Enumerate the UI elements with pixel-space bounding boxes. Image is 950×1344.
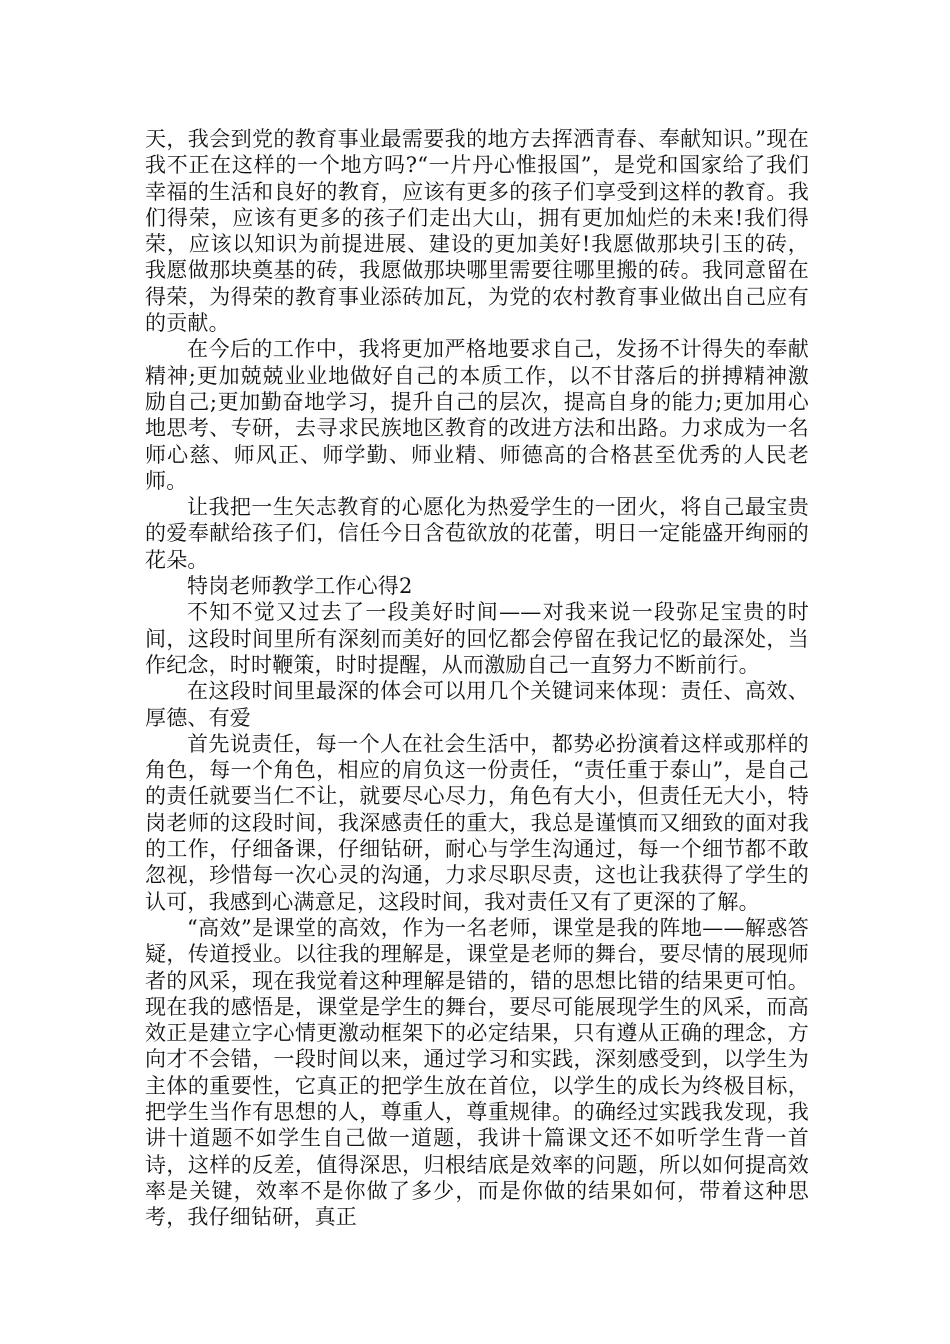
- paragraph-responsibility: 首先说责任，每一个人在社会生活中，都势必扮演着这样或那样的角色，每一个角色，相应的肩负这一份责任，“责任重于泰山”，是自己的责任就要当仁不让，就要尽心尽力，角色有大小，但责任无大小，特岗老师的这段时间，我深感责任的重大，我总是谨慎而又细致的面对我的工作，仔细备课，仔细钻研，耐心与学生沟通过，每一个细节都不敢忽视，珍惜每一次心灵的沟通，力求尽职尽责，这也让我获得了学生的认可，我感到心满意足，这段时间，我对责任又有了更深的了解。: [145, 731, 809, 914]
- paragraph-intro: 不知不觉又过去了一段美好时间——对我来说一段弥足宝贵的时间，这段时间里所有深刻而美好的回忆都会停留在我记忆的最深处，当作纪念，时时鞭策，时时提醒，从而激励自己一直努力不断前行。: [145, 600, 809, 677]
- paragraph-keywords: 在这段时间里最深的体会可以用几个关键词来体现：责任、高效、厚德、有爱: [145, 679, 809, 730]
- section-heading: 特岗老师教学工作心得2: [187, 574, 413, 599]
- document-body: [145, 126, 809, 1230]
- paragraph-continuation: 天，我会到党的教育事业最需要我的地方去挥洒青春、奉献知识。”现在我不正在这样的一个地方吗?“一片丹心惟报国”，是党和国家给了我们幸福的生活和良好的教育，应该有更多的孩子们享受到这样的教育。我们得荣，应该有更多的孩子们走出大山，拥有更加灿烂的未来!我们得荣，应该以知识为前提进展、建设的更加美好!我愿做那块引玉的砖，我愿做那块奠基的砖，我愿做那块哪里需要往哪里搬的砖。我同意留在得荣，为得荣的教育事业添砖加瓦，为党的农村教育事业做出自己应有的贡献。: [145, 127, 809, 336]
- paragraph-efficiency: “高效”是课堂的高效，作为一名老师，课堂是我的阵地——解惑答疑，传道授业。以往我的理解是，课堂是老师的舞台，要尽情的展现师者的风采，现在我觉着这种理解是错的，错的思想比错的结果更可怕。现在我的感悟是，课堂是学生的舞台，要尽可能展现学生的风采，而高效正是建立字心情更激动框架下的必定结果，只有遵从正确的理念，方向才不会错，一段时间以来，通过学习和实践，深刻感受到，以学生为主体的重要性，它真正的把学生放在首位，以学生的成长为终极目标，把学生当作有思想的人，尊重人，尊重规律。的确经过实践我发现，我讲十道题不如学生自己做一道题，我讲十篇课文还不如听学生背一首诗，这样的反差，值得深思，归根结底是效率的问题，所以如何提高效率是关键，效率不是你做了多少，而是你做的结果如何，带着这种思考，我仔细钻研，真正: [145, 915, 809, 1230]
- paragraph-devotion: 让我把一生矢志教育的心愿化为热爱学生的一团火，将自己最宝贵的爱奉献给孩子们，信任今日含苞欲放的花蕾，明日一定能盛开绚丽的花朵。: [145, 495, 809, 572]
- paragraph-future-work: 在今后的工作中，我将更加严格地要求自己，发扬不计得失的奉献精神;更加兢兢业业地做好自己的本质工作，以不甘落后的拼搏精神激励自己;更加勤奋地学习，提升自己的层次，提高自身的能力;更加用心地思考、专研，去寻求民族地区教育的改进方法和出路。力求成为一名师心慈、师风正、师学勤、师业精、师德高的合格甚至优秀的人民老师。: [145, 337, 809, 493]
